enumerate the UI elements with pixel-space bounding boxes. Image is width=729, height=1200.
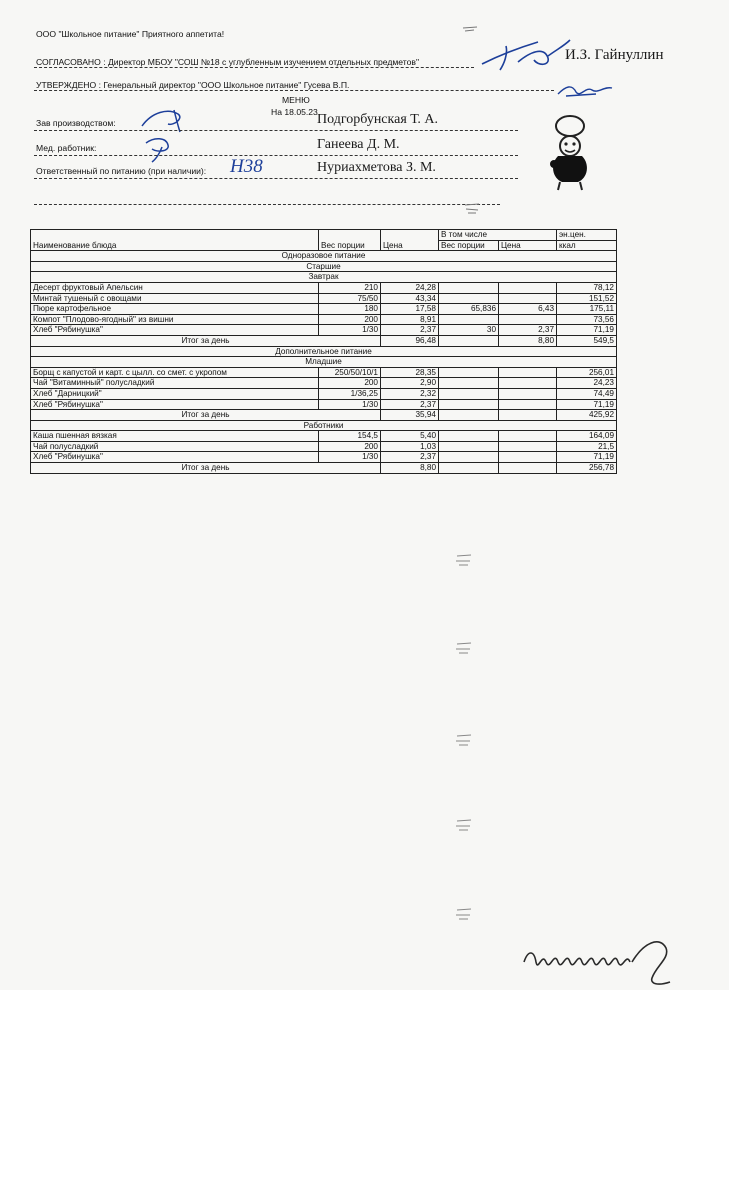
col-energy-header: эн.цен. xyxy=(557,230,617,241)
responsible-underline xyxy=(34,178,518,179)
total-row-junior: Итог за день 35,94 425,92 xyxy=(31,410,617,421)
col-price-header: Цена xyxy=(381,230,439,251)
group-senior: Старшие xyxy=(31,261,617,272)
responsible-handwriting: Н38 xyxy=(230,156,263,177)
scan-smudge xyxy=(462,22,478,34)
approved-line: СОГЛАСОВАНО : Директор МБОУ "СОШ №18 с углубленным изучением отдельных предметов" xyxy=(36,57,420,67)
medic-signature xyxy=(140,135,180,163)
table-row: Десерт фруктовый Апельсин 210 24,28 78,12 xyxy=(31,282,617,293)
general-director-signature xyxy=(556,80,620,100)
scan-smudge xyxy=(455,906,473,922)
group-junior: Младшие xyxy=(31,357,617,368)
scan-smudge xyxy=(455,552,473,568)
table-row: Борщ с капустой и карт. с цылл. со смет. с укропом 250/50/10/1 28,35 256,01 xyxy=(31,367,617,378)
medic-name: Ганеева Д. М. xyxy=(317,137,400,152)
scan-smudge xyxy=(455,817,473,833)
col-dish-header: Наименование блюда xyxy=(31,230,319,251)
production-label: Зав производством: xyxy=(36,118,116,128)
approved-name: И.З. Гайнуллин xyxy=(565,47,664,63)
confirmed-underline xyxy=(34,90,554,91)
group-breakfast: Завтрак xyxy=(31,272,617,283)
col-energy-unit: ккал xyxy=(557,240,617,251)
bottom-signature xyxy=(520,922,680,990)
approved-underline xyxy=(34,67,474,68)
col-portion-header: Вес порции xyxy=(319,230,381,251)
company-line: ООО "Школьное питание" Приятного аппетита! xyxy=(36,29,225,39)
production-underline xyxy=(34,130,518,131)
blank-underline xyxy=(34,204,500,205)
table-row: Пюре картофельное 180 17,58 65,836 6,43 175,11 xyxy=(31,304,617,315)
total-row-staff: Итог за день 8,80 256,78 xyxy=(31,463,617,474)
scan-smudge xyxy=(464,201,480,215)
table-row: Компот "Плодово-ягодный" из вишни 200 8,91 73,56 xyxy=(31,314,617,325)
table-row: Минтай тушеный с овощами 75/50 43,34 151,52 xyxy=(31,293,617,304)
scan-smudge xyxy=(455,732,473,748)
menu-title: МЕНЮ xyxy=(282,95,310,105)
total-row-senior: Итог за день 96,48 8,80 549,5 xyxy=(31,335,617,346)
confirmed-line: УТВЕРЖДЕНО : Генеральный директор "ООО Школьное питание" Гусева В.П. xyxy=(36,80,350,90)
section-extra: Дополнительное питание xyxy=(31,346,617,357)
production-name: Подгорбунская Т. А. xyxy=(317,112,439,127)
medic-label: Мед. работник: xyxy=(36,143,97,153)
scan-smudge xyxy=(455,640,473,656)
table-row: Чай полусладкий 200 1,03 21,5 xyxy=(31,441,617,452)
col-inc-price-header: Цена xyxy=(499,240,557,251)
col-inc-portion-header: Вес порции xyxy=(439,240,499,251)
menu-date: На 18.05.23 xyxy=(271,107,318,117)
medic-underline xyxy=(34,155,518,156)
col-included-header: В том числе xyxy=(439,230,557,241)
group-staff: Работники xyxy=(31,420,617,431)
table-row: Хлеб "Рябинушка" 1/30 2,37 71,19 xyxy=(31,399,617,410)
menu-table xyxy=(30,229,617,474)
table-row: Хлеб "Дарницкий" 1/36,25 2,32 74,49 xyxy=(31,388,617,399)
responsible-label: Ответственный по питанию (при наличии): xyxy=(36,166,207,176)
director-signature xyxy=(478,34,574,74)
table-row: Хлеб "Рябинушка" 1/30 2,37 30 2,37 71,19 xyxy=(31,325,617,336)
section-single: Одноразовое питание xyxy=(31,251,617,262)
chef-mascot-logo xyxy=(540,112,600,192)
table-row: Каша пшенная вязкая 154,5 5,40 164,09 xyxy=(31,431,617,442)
responsible-name: Нуриахметова З. М. xyxy=(317,160,436,175)
table-row: Хлеб "Рябинушка" 1/30 2,37 71,19 xyxy=(31,452,617,463)
table-row: Чай "Витаминный" полусладкий 200 2,90 24,23 xyxy=(31,378,617,389)
